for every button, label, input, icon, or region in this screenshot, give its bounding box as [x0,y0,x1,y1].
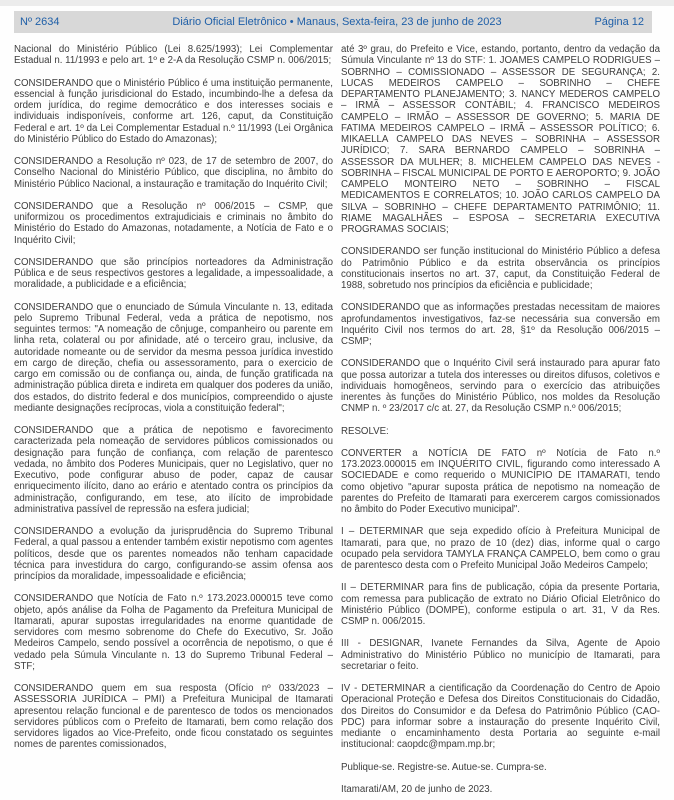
document-body [14,44,660,800]
paragraph: Itamarati/AM, 20 de junho de 2023. [341,783,493,795]
paragraph: até 3º grau, do Prefeito e Vice, estando, portanto, dentro da vedação da Súmula Vinculante nº 13 do STF: 1. JOAMES CAMPELO RODRIGUES – SOBRNHO – COMISSIONADO – ASSESSOR DE SEGURANÇA; 2. LUCAS MEDEIROS CAMPELO – SOBRINHO – CHEFE DEPARTAMENTO PLANEJAMENTO; 3. NANCY MEDEROS CAMPELO – IRMÃ – ASSESSOR CONTÁBIL; 4. FRANCISCO MEDEIROS CAMPELO – IRMÃO – ASSESSOR DE GOVERNO; 5. MARIA DE FATIMA MEDEIROS CAMPELO – IRMÃ – ASSESSOR POLÍTICO; 6. MIKAELLA CAMPELO DAS NEVES – SOBRINHA – ASSESSOR JURÍDICO; 7. SARA BERNARDO CAMPELO – SOBRINHA – ASSESSOR DA MULHER; 8. MICHELEM CAMPELO DAS NEVES - SOBRINHA – FISCAL MUNICIPAL DE PORTO E AEROPORTO; 9. JOÃO CAMPELO MONTEIRO NETO – SOBRINHO – FISCAL MEDICAMENTOS E CORRELATOS; 10. JOÃO CARLOS CAMPELO DA SILVA – SOBRINHO – CHEFE DEPARTAMENTO PATRIMÔNIO; 11. RIAME MAGALHÃES – ESPOSA – SECRETARIA EXECUTIVA PROGRAMAS SOCIAIS; [341,44,660,235]
gazette-title: Diário Oficial Eletrônico • Manaus, Sexta-feira, 23 de junho de 2023 [172,16,502,28]
paragraph: IV - DETERMINAR a cientificação da Coordenação do Centro de Apoio Operacional Proteção e Defesa dos Direitos Constitucionais do Cidadão, dos Direitos do Consumidor e da Defesa do Patrimônio Público (CAO-PDC) para informar sobre a instauração do presente Inquérito Civil, mediante o encaminhamento desta Portaria ao seguinte e-mail institucional: caopdc@mpam.mp.br; [341,683,660,751]
paragraph: I – DETERMINAR que seja expedido ofício à Prefeitura Municipal de Itamarati, para que, no prazo de 10 (dez) dias, informe qual o cargo ocupado pela servidora TAMYLA FRANÇA CAMPELO, bem como o grau de parentesco desta com o Prefeito Municipal João Medeiros Campelo; [341,526,660,571]
edition-number: Nº 2634 [20,16,60,28]
paragraph: CONSIDERANDO que o Ministério Público é uma instituição permanente, essencial à função jurisdicional do Estado, incumbindo-lhe a defesa da ordem jurídica, do regime democrático e dos interesses sociais e individuais indisponíveis, conforme art. 126, caput, da Constituição Federal e art. 1º da Lei Complementar Estadual n.º 11/1993 (Lei Orgânica do Ministério Público do Estado do Amazonas); [14,77,333,145]
paragraph: III - DESIGNAR, Ivanete Fernandes da Silva, Agente de Apoio Administrativo do Ministério Público no município de Itamarati, para secretariar o feito. [341,638,660,672]
paragraph: CONSIDERANDO que as informações prestadas necessitam de maiores aprofundamentos investigativos, faz-se necessária sua conversão em Inquérito Civil nos termos do art. 28, §1º da Resolução 006/2015 – CSMP; [341,302,660,347]
paragraph: CONVERTER a NOTÍCIA DE FATO nº Notícia de Fato n.º 173.2023.000015 em INQUÉRITO CIVIL, figurando como interessado A SOCIEDADE e como requerido o MUNICÍPIO DE ITAMARATI, tendo como objetivo "apurar suposta prática de nepotismo na nomeação de parentes do Prefeito de Itamarati para exercerem cargos comissionados no âmbito do Poder Executivo municipal". [341,447,660,515]
paragraph: CONSIDERANDO que Notícia de Fato n.º 173.2023.000015 teve como objeto, após análise da Folha de Pagamento da Prefeitura Municipal de Itamarati, apurar supostas irregularidades na enorme quantidade de servidores com mesmo sobrenome do Chefe do Executivo, Sr. João Medeiros Campelo, sendo possível a ocorrência de nepotismo, o que é vedado pela Súmula Vinculante n. 13 do Supremo Tribunal Federal – STF; [14,593,333,672]
paragraph: CONSIDERANDO a Resolução nº 023, de 17 de setembro de 2007, do Conselho Nacional do Ministério Público, que disciplina, no âmbito do Ministério Público Nacional, a instauração e tramitação do Inquérito Civil; [14,156,333,190]
paragraph: CONSIDERANDO quem em sua resposta (Ofício nº 033/2023 – ASSESSORIA JURÍDICA – PMI) a Prefeitura Municipal de Itamarati apresentou relação funcional e de parentesco de todos os mencionados servidores públicos com o Prefeito de Itamarati, bem como relação dos servidores ligados ao Vice-Prefeito, onde ficou constatado os seguintes nomes de parentes comissionados, [14,683,333,751]
gazette-header [14,11,652,33]
paragraph: Publique-se. Registre-se. Autue-se. Cumpra-se. [341,761,547,773]
paragraph: CONSIDERANDO que o Inquérito Civil será instaurado para apurar fato que possa autorizar a tutela dos interesses ou direitos difusos, coletivos e individuais homogêneos, servindo para o exercício das atribuições inerentes às funções do Ministério Público, nos moldes da Resolução CNMP n. º 23/2017 c/c at. 27, da Resolução CSMP n.º 006/2015; [341,358,660,415]
paragraph: CONSIDERANDO que a prática de nepotismo e favorecimento caracterizada pela nomeação de servidores públicos comissionados ou designação para função de confiança, com relação de parentesco vedada, no âmbito dos Poderes Municipais, quer no Legislativo, quer no Executivo, pode configurar abuso de poder, capaz de causar enriquecimento ilícito, dano ao erário e atentado contra os princípios da administração, configurando, em tese, ato ilícito de improbidade administrativa passível de repressão na esfera judicial; [14,425,333,515]
paragraph: II – DETERMINAR para fins de publicação, cópia da presente Portaria, com remessa para publicação de extrato no Diário Oficial Eletrônico do Ministério Público (DOMPE), conforme estipula o art. 31, V da Res. CSMP n. 006/2015. [341,582,660,627]
paragraph: CONSIDERANDO a evolução da jurisprudência do Supremo Tribunal Federal, a qual passou a entender também existir nepotismo com agentes políticos, desde que os parentes nomeados não tenham capacidade técnica para investidura do cargo, configurando-se assim ofensa aos princípios da moralidade, impessoalidade e eficiência; [14,526,333,582]
paragraph: CONSIDERANDO que a Resolução nº 006/2015 – CSMP, que uniformizou os procedimentos extrajudiciais e criminais no âmbito do Ministério do Estado do Amazonas, notadamente, a Notícia de Fato e o Inquérito Civil; [14,200,333,246]
page-number: Página 12 [594,16,644,28]
right-column [341,44,660,800]
left-column [14,44,333,800]
paragraph: Nacional do Ministério Público (Lei 8.625/1993); Lei Complementar Estadual n. 11/1993 e pelo art. 1º e 2-A da Resolução CSMP n. 006/2015; [14,44,333,67]
paragraph: CONSIDERANDO que o enunciado de Súmula Vinculante n. 13, editada pelo Supremo Tribunal Federal, veda a prática de nepotismo, nos seguintes termos: "A nomeação de cônjuge, companheiro ou parente em linha reta, colateral ou por afinidade, até o terceiro grau, inclusive, da autoridade nomeante ou de servidor da mesma pessoa jurídica investido em cargo de direção, chefia ou assessoramento, para o exercicio de cargo em comissão ou de confiança ou, ainda, de função gratificada na administração pública direta e indireta em qualquer dos poderes da união, dos estados, do distrito federal e dos municípios, compreendido o ajuste mediante designações recíprocas, viola a constituição federal"; [14,301,333,414]
paragraph: RESOLVE: [341,425,389,437]
paragraph: CONSIDERANDO que são princípios norteadores da Administração Pública e de seus respectivos gestores a legalidade, a impessoalidade, a moralidade, a publicidade e a eficiência; [14,256,333,291]
paragraph: CONSIDERANDO ser função institucional do Ministério Público a defesa do Patrimônio Público e da estrita observância os princípios constitucionais insertos no art. 37, caput, da Constituição Federal de 1988, sobretudo nos princípios da eficiência e publicidade; [341,246,660,291]
